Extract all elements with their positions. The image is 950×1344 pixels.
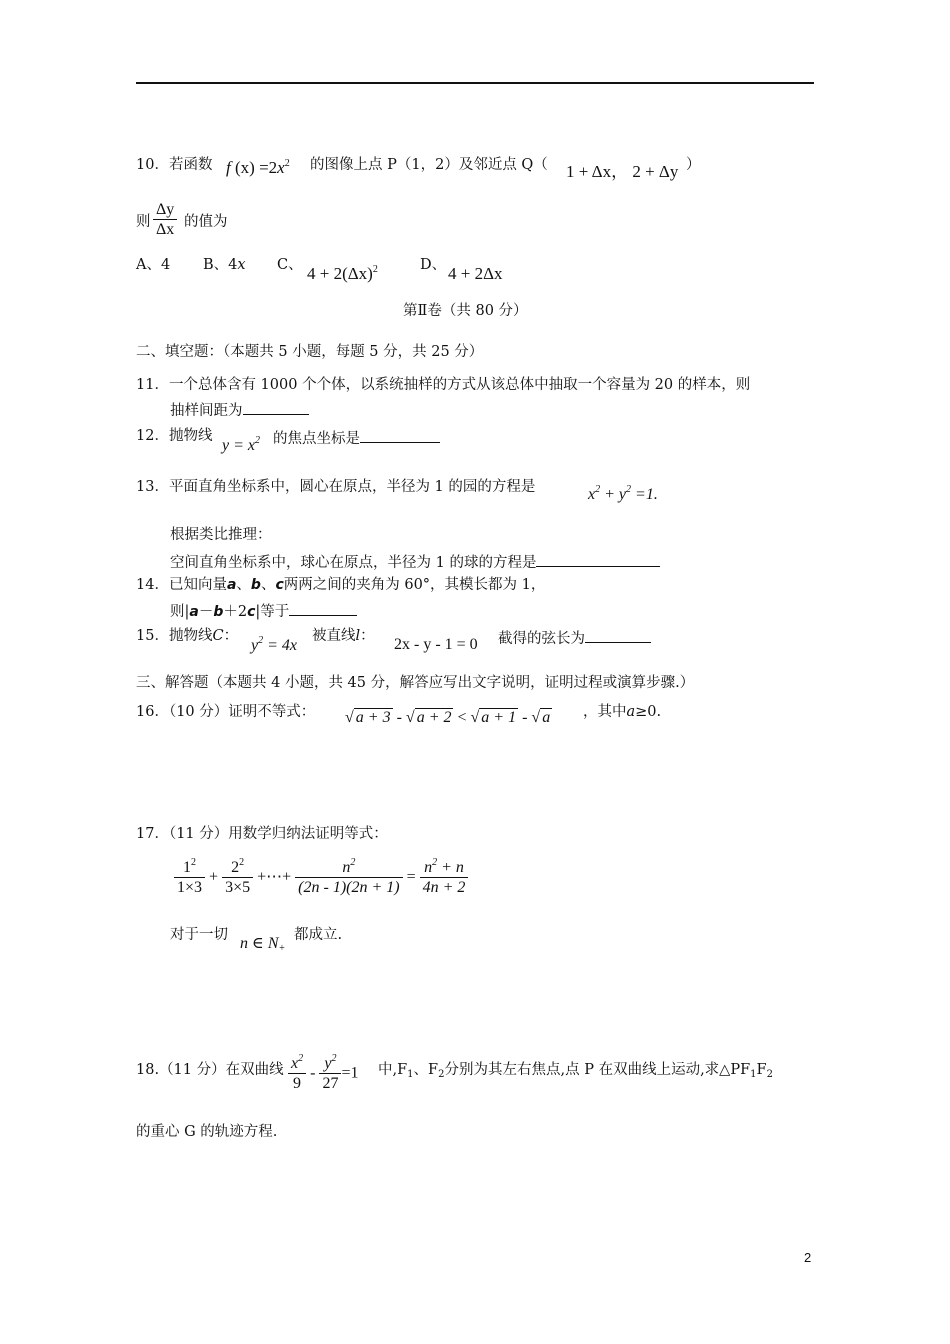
question-text: 若函数 xyxy=(168,157,213,173)
part-heading: 二、填空题：（本题共 5 小题，每题 5 分，共 25 分） xyxy=(136,344,484,360)
answer-blank[interactable] xyxy=(360,428,440,443)
delta-fraction: $\frac{\Delta y}{\Delta x}$ xyxy=(153,200,177,239)
option-c-expression: $4 + 2(\Delta x)^2$ xyxy=(307,264,378,283)
part-heading: 三、解答题（本题共 4 小题，共 45 分，解答应写出文字说明，证明过程或演算步骤.） xyxy=(136,675,695,691)
function-expression: f $(x) =2x^2$ xyxy=(226,158,290,177)
question-13: 13．平面直角坐标系中，圆心在原点，半径为 1 的园的方程是 xyxy=(136,479,536,495)
parabola-expression: $y = x^2$ xyxy=(222,435,260,454)
question-number: 10． xyxy=(136,157,169,173)
induction-equation: $\frac{1^2}{1\times 3}$ + $\frac{2^2}{3\times 5}$ +⋯+ $\frac{n^2}{(2n - 1)(2n + 1)}$ = $\frac{n^2 + n}{4n + 2}$ xyxy=(174,858,468,897)
answer-blank[interactable] xyxy=(536,552,660,567)
question-15: 15．抛物线C： xyxy=(136,628,239,644)
question-11: 11．一个总体含有 1000 个个体，以系统抽样的方式从该总体中抽取一个容量为 20 的样本，则 xyxy=(136,377,751,393)
hyperbola-equation: $\frac{x^2}{9}$ - $\frac{y^2}{27}$ =1 xyxy=(288,1054,358,1093)
option-d-label: D、 xyxy=(420,257,447,273)
parabola-equation: $y^2 = 4x$ xyxy=(251,635,298,654)
option-a: A、4 xyxy=(136,257,171,273)
answer-blank[interactable] xyxy=(289,601,357,616)
question-12: 12．抛物线 xyxy=(136,428,213,444)
question-text: 的图像上点 P（1，2）及邻近点 Q（ xyxy=(310,157,548,173)
circle-equation: $x^2 + y^2 =1$. xyxy=(588,484,658,503)
question-10 xyxy=(136,157,212,174)
page-number: 2 xyxy=(804,1250,812,1265)
natural-number-set: n ∈ $N_+$ xyxy=(240,935,286,954)
question-18: 18.（11 分）在双曲线 xyxy=(136,1062,284,1078)
point-q-coordinates: 1 + Δx， 2 + Δy xyxy=(566,162,679,181)
option-d-expression: 4 + 2Δx xyxy=(448,264,503,283)
answer-blank[interactable] xyxy=(585,628,651,643)
answer-blank[interactable] xyxy=(243,400,309,415)
question-14: 14．已知向量a、b、c两两之间的夹角为 60°，其模长都为 1， xyxy=(136,577,546,593)
option-b: B、4x xyxy=(203,257,246,273)
section-title: 第Ⅱ卷（共 80 分） xyxy=(403,303,528,319)
question-17: 17．（11 分）用数学归纳法证明等式： xyxy=(136,826,388,842)
option-c-label: C、 xyxy=(277,257,303,273)
inequality-expression: √ a + 3 - √ a + 2 < √ a + 1 - √ a xyxy=(345,709,551,726)
question-16: 16．（10 分）证明不等式： xyxy=(136,704,316,720)
header-rule xyxy=(136,82,814,84)
line-equation: 2x - y - 1 = 0 xyxy=(394,636,478,653)
